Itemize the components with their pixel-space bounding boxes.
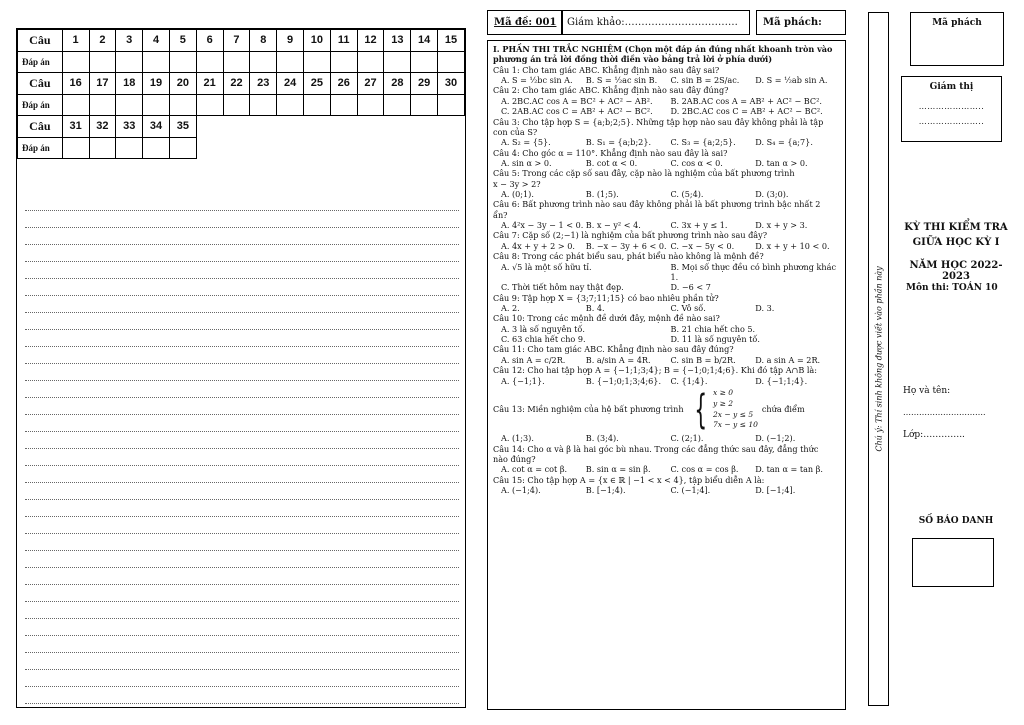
option-q12-2[interactable]: C. {1;4}. [670, 375, 708, 386]
answer-cell[interactable] [223, 94, 250, 116]
question-number-cell: 19 [143, 73, 170, 95]
answer-cell[interactable] [330, 94, 357, 116]
writing-line[interactable] [25, 534, 459, 551]
answer-cell[interactable] [62, 51, 89, 73]
question-number-cell: 20 [169, 73, 196, 95]
subject: Môn thi: TOÁN 10 [906, 283, 998, 293]
question-11: Câu 11: Cho tam giác ABC. Khẳng định nào sau đây đúng? [493, 344, 734, 355]
writing-line[interactable] [25, 381, 459, 398]
option-q1-2[interactable]: C. sin B = 2S/ac. [670, 75, 740, 86]
class-field[interactable]: Lớp:………….. [903, 430, 965, 440]
answer-cell[interactable] [357, 94, 384, 116]
name-field[interactable]: …………………………. [903, 408, 986, 417]
examiner-field[interactable]: Giám khảo:……………………………. [562, 10, 750, 35]
options-q10a [493, 324, 840, 334]
answer-cell[interactable] [304, 51, 331, 73]
question-15: Câu 15: Cho tập hợp A = {x ∈ ℝ | −1 < x < 4}, tập biểu diễn A là: [493, 474, 765, 485]
empty-cell [277, 137, 304, 159]
question-number-cell: 5 [169, 30, 196, 52]
answer-label: Đáp án [18, 51, 63, 73]
question-number-cell: 35 [169, 116, 196, 138]
writing-line[interactable] [25, 585, 459, 602]
option-q4-2[interactable]: C. cos α < 0. [670, 157, 723, 168]
question-number-cell: 3 [116, 30, 143, 52]
question-10: Câu 10: Trong các mệnh đề dưới đây, mệnh đề nào sai? [493, 313, 720, 324]
writing-line[interactable] [25, 568, 459, 585]
question-number-cell: 17 [89, 73, 116, 95]
system-row: 2x − y ≤ 5 [713, 409, 754, 419]
empty-cell [411, 116, 438, 138]
question-5: Câu 5: Trong các cặp số sau đây, cặp nào là nghiệm của bất phương trình [493, 168, 795, 179]
system-row: 7x − y ≤ 10 [713, 420, 758, 430]
option-q8-1[interactable]: B. Mọi số thực đều có bình phương khác 1. [670, 261, 836, 282]
writing-line[interactable] [25, 636, 459, 653]
option-q11-1[interactable]: B. a/sin A = 4R. [585, 354, 651, 365]
answer-cell[interactable] [89, 94, 116, 116]
option-q13-0[interactable]: A. (1;3). [501, 433, 534, 444]
proctor-dots-2[interactable]: ………………….. [918, 117, 985, 126]
option-q12-0[interactable]: A. {−1;1}. [501, 375, 545, 386]
options-q14 [493, 464, 840, 474]
candidate-number-box[interactable] [912, 538, 994, 587]
option-q6-2[interactable]: C. 3x + y ≤ 1. [670, 220, 728, 231]
question-14-cont: nào đúng? [493, 454, 536, 465]
question-number-cell: 12 [357, 30, 384, 52]
writing-line[interactable] [25, 670, 459, 687]
answer-cell[interactable] [411, 94, 438, 116]
empty-cell [304, 116, 331, 138]
answer-cell[interactable] [196, 51, 223, 73]
answer-cell[interactable] [169, 51, 196, 73]
option-q2-0[interactable]: A. 2BC.AC cos A = BC² + AC² − AB². [501, 95, 653, 106]
option-q1-3[interactable]: D. S = ½ab sin A. [755, 75, 828, 86]
answer-cell[interactable] [196, 94, 223, 116]
option-q11-3[interactable]: D. a sin A = 2R. [755, 354, 821, 365]
options-q4 [493, 158, 840, 168]
question-7: Câu 7: Cặp số (2;−1) là nghiệm của bất phương trình nào sau đây? [493, 230, 768, 241]
answer-table [17, 29, 465, 159]
row-label: Câu [18, 30, 63, 52]
options-q6 [493, 220, 840, 230]
row-label: Câu [18, 116, 63, 138]
question-number-cell: 7 [223, 30, 250, 52]
question-3-cont: con của S? [493, 126, 538, 137]
question-number-cell: 11 [330, 30, 357, 52]
options-q11 [493, 355, 840, 365]
proctor-dots-1[interactable]: ………………….. [918, 102, 985, 111]
writing-line[interactable] [25, 653, 459, 670]
option-q14-2[interactable]: C. cos α = cos β. [670, 464, 739, 475]
writing-line[interactable] [25, 602, 459, 619]
answer-cell[interactable] [62, 94, 89, 116]
option-q12-3[interactable]: D. {−1;1;4}. [755, 375, 808, 386]
option-q6-0[interactable]: A. 4²x − 3y − 1 < 0. [501, 220, 584, 231]
candidate-number-label: SỐ BÁO DANH [918, 516, 994, 526]
option-q11-0[interactable]: A. sin A = c/2R. [501, 354, 566, 365]
option-q7-1[interactable]: B. −x − 3y + 6 < 0. [585, 240, 667, 251]
answer-cell[interactable] [250, 94, 277, 116]
question-number-cell: 14 [411, 30, 438, 52]
option-q7-2[interactable]: C. −x − 5y < 0. [670, 240, 735, 251]
empty-cell [357, 116, 384, 138]
empty-cell [330, 137, 357, 159]
empty-cell [384, 137, 411, 159]
question-number-cell: 16 [62, 73, 89, 95]
question-13-tail: chứa điểm [761, 404, 805, 415]
answer-cell[interactable] [116, 94, 143, 116]
answer-cell[interactable] [384, 51, 411, 73]
empty-cell [196, 137, 223, 159]
system-row: x ≥ 0 [713, 387, 734, 397]
question-number-cell: 9 [277, 30, 304, 52]
question-13 [493, 388, 840, 432]
brace-icon: { [693, 386, 707, 433]
question-number-cell: 24 [277, 73, 304, 95]
answer-cell[interactable] [169, 94, 196, 116]
section-heading: I. PHẦN THI TRẮC NGHIỆM (Chọn một đáp án đúng nhất khoanh tròn vào phương án trả lời đồng thời điền vào bảng trả lời ở phía dưới) [493, 44, 833, 65]
option-q9-2[interactable]: C. Vô số. [670, 302, 706, 313]
question-number-cell: 23 [250, 73, 277, 95]
question-number-cell: 15 [438, 30, 465, 52]
question-number-cell: 30 [438, 73, 465, 95]
options-q8b [493, 282, 840, 292]
question-2: Câu 2: Cho tam giác ABC. Khẳng định nào sau đây đúng? [493, 85, 729, 96]
question-number-cell: 25 [304, 73, 331, 95]
secret-code-box [910, 12, 1004, 66]
question-number-cell: 8 [250, 30, 277, 52]
option-q8-3[interactable]: D. −6 < 7 [670, 282, 711, 293]
option-q10-2[interactable]: C. 63 chia hết cho 9. [501, 334, 586, 345]
option-q14-0[interactable]: A. cot α = cot β. [501, 464, 568, 475]
option-q8-0[interactable]: A. √5 là một số hữu tỉ. [501, 261, 592, 272]
writing-line[interactable] [25, 228, 459, 245]
empty-cell [277, 116, 304, 138]
option-q2-1[interactable]: B. 2AB.AC cos A = AB² + AC² − BC². [670, 95, 822, 106]
empty-cell [250, 137, 277, 159]
answer-cell[interactable] [357, 51, 384, 73]
empty-cell [438, 116, 465, 138]
answer-cell[interactable] [438, 51, 465, 73]
option-q2-3[interactable]: D. 2BC.AC cos C = AB² + AC² − BC². [670, 106, 823, 117]
question-9: Câu 9: Tập hợp X = {3;7;11;15} có bao nhiêu phần tử? [493, 292, 719, 303]
question-14: Câu 14: Cho α và β là hai góc bù nhau. Trong các đẳng thức sau đây, đẳng thức [493, 443, 819, 454]
empty-cell [223, 137, 250, 159]
empty-cell [357, 137, 384, 159]
option-q9-1[interactable]: B. 4. [585, 302, 605, 313]
options-q2b [493, 106, 840, 116]
writing-line[interactable] [25, 398, 459, 415]
answer-sheet-panel [16, 28, 466, 708]
writing-line[interactable] [25, 432, 459, 449]
question-number-cell: 26 [330, 73, 357, 95]
answer-cell[interactable] [89, 137, 116, 159]
question-number-cell: 34 [143, 116, 170, 138]
options-q13 [493, 433, 840, 443]
empty-cell [438, 137, 465, 159]
option-q5-3[interactable]: D. (3;0). [755, 189, 789, 200]
answer-cell[interactable] [411, 51, 438, 73]
question-4: Câu 4: Cho góc α = 110°. Khẳng định nào sau đây là sai? [493, 147, 728, 158]
option-q14-1[interactable]: B. sin α = sin β. [585, 464, 651, 475]
writing-line[interactable] [25, 330, 459, 347]
option-q8-2[interactable]: C. Thời tiết hôm nay thật đẹp. [501, 282, 624, 293]
empty-cell [411, 137, 438, 159]
question-number-cell: 22 [223, 73, 250, 95]
strip-note: Chú ý: Thí sinh không được viết vào phần này [874, 266, 883, 452]
question-paper [487, 40, 846, 710]
question-12: Câu 12: Cho hai tập hợp A = {−1;1;3;4}; B = {−1;0;1;4;6}. Khi đó tập A∩B là: [493, 365, 817, 376]
option-q5-2[interactable]: C. (5;4). [670, 189, 704, 200]
writing-line[interactable] [25, 194, 459, 211]
writing-line[interactable] [25, 517, 459, 534]
option-q4-3[interactable]: D. tan α > 0. [755, 157, 808, 168]
writing-line[interactable] [25, 551, 459, 568]
answer-cell[interactable] [62, 137, 89, 159]
option-q1-1[interactable]: B. S = ½ac sin B. [585, 75, 658, 86]
writing-line[interactable] [25, 296, 459, 313]
answer-cell[interactable] [116, 51, 143, 73]
option-q7-0[interactable]: A. 4x + y + 2 > 0. [501, 240, 575, 251]
answer-cell[interactable] [116, 137, 143, 159]
empty-cell [384, 116, 411, 138]
school-year: NĂM HỌC 2022-2023 [909, 260, 1003, 282]
answer-cell[interactable] [438, 94, 465, 116]
question-number-cell: 10 [304, 30, 331, 52]
answer-cell[interactable] [143, 51, 170, 73]
option-q3-1[interactable]: B. S₁ = {a;b;2}. [585, 137, 652, 148]
question-number-cell: 28 [384, 73, 411, 95]
options-q7 [493, 241, 840, 251]
question-number-cell: 13 [384, 30, 411, 52]
answer-label: Đáp án [18, 137, 63, 159]
row-label: Câu [18, 73, 63, 95]
option-q4-0[interactable]: A. sin α > 0. [501, 157, 552, 168]
answer-cell[interactable] [384, 94, 411, 116]
option-q3-2[interactable]: C. S₃ = {a;2;5}. [670, 137, 736, 148]
empty-cell [304, 137, 331, 159]
writing-line[interactable] [25, 279, 459, 296]
option-q13-2[interactable]: C. (2;1). [670, 433, 704, 444]
option-q11-2[interactable]: C. sin B = b/2R. [670, 354, 736, 365]
secret-code-field[interactable]: Mã phách: [756, 10, 846, 35]
writing-line[interactable] [25, 619, 459, 636]
answer-cell[interactable] [277, 94, 304, 116]
options-q2a [493, 96, 840, 106]
option-q7-3[interactable]: D. x + y + 10 < 0. [755, 240, 830, 251]
writing-line[interactable] [25, 245, 459, 262]
writing-lines [25, 194, 459, 704]
question-1: Câu 1: Cho tam giác ABC. Khẳng định nào sau đây sai? [493, 64, 720, 75]
name-label: Họ và tên: [903, 386, 951, 396]
options-q1 [493, 75, 840, 85]
option-q5-1[interactable]: B. (1;5). [585, 189, 619, 200]
writing-line[interactable] [25, 449, 459, 466]
option-q13-1[interactable]: B. (3;4). [585, 433, 619, 444]
option-q1-0[interactable]: A. S = ½bc sin A. [501, 75, 573, 86]
exam-code: Mã đề: 001 [487, 10, 562, 35]
answer-cell[interactable] [143, 94, 170, 116]
answer-cell[interactable] [304, 94, 331, 116]
empty-cell [250, 116, 277, 138]
option-q15-2[interactable]: C. (−1;4]. [670, 485, 711, 496]
writing-line[interactable] [25, 211, 459, 228]
empty-cell [223, 116, 250, 138]
option-q5-0[interactable]: A. (0;1). [501, 189, 534, 200]
proctor-label: Giám thị [929, 82, 974, 92]
option-q2-2[interactable]: C. 2AB.AC cos C = AB² + AC² − BC². [501, 106, 653, 117]
writing-line[interactable] [25, 483, 459, 500]
answer-label: Đáp án [18, 94, 63, 116]
writing-line[interactable] [25, 262, 459, 279]
writing-line[interactable] [25, 364, 459, 381]
option-q15-3[interactable]: D. [−1;4]. [755, 485, 796, 496]
question-8: Câu 8: Trong các phát biểu sau, phát biểu nào không là mệnh đề? [493, 251, 764, 262]
option-q14-3[interactable]: D. tan α = tan β. [755, 464, 823, 475]
question-6: Câu 6: Bất phương trình nào sau đây không phải là bất phương trình bậc nhất 2 [493, 199, 821, 210]
option-q15-0[interactable]: A. (−1;4). [501, 485, 541, 496]
empty-cell [196, 116, 223, 138]
question-6-cont: ẩn? [493, 209, 508, 220]
question-number-cell: 21 [196, 73, 223, 95]
option-q9-0[interactable]: A. 2. [501, 302, 520, 313]
secret-code-label: Mã phách [932, 18, 982, 28]
exam-title-1: KỲ THI KIỂM TRA [904, 222, 1008, 233]
options-q9 [493, 303, 840, 313]
answer-cell[interactable] [169, 137, 196, 159]
option-q12-1[interactable]: B. {−1;0;1;3;4;6}. [585, 375, 662, 386]
proctor-box [901, 76, 1002, 142]
inequality-system [688, 388, 758, 432]
option-q15-1[interactable]: B. [−1;4). [585, 485, 626, 496]
question-3: Câu 3: Cho tập hợp S = {a;b;2;5}. Những tập hợp nào sau đây không phải là tập [493, 116, 824, 127]
option-q6-3[interactable]: D. x + y > 3. [755, 220, 808, 231]
answer-cell[interactable] [89, 51, 116, 73]
cut-strip [868, 12, 889, 706]
exam-title-2: GIỮA HỌC KỲ I [912, 237, 1000, 248]
options-q8a [493, 262, 840, 283]
option-q6-1[interactable]: B. x − y² < 4. [585, 220, 641, 231]
empty-cell [330, 116, 357, 138]
option-q10-0[interactable]: A. 3 là số nguyên tố. [501, 323, 585, 334]
answer-cell[interactable] [223, 51, 250, 73]
option-q9-3[interactable]: D. 3. [755, 302, 775, 313]
question-number-cell: 33 [116, 116, 143, 138]
answer-cell[interactable] [143, 137, 170, 159]
question-number-cell: 4 [143, 30, 170, 52]
answer-cell[interactable] [250, 51, 277, 73]
question-number-cell: 1 [62, 30, 89, 52]
options-q15 [493, 485, 840, 495]
option-q13-3[interactable]: D. (−1;2). [755, 433, 796, 444]
options-q12 [493, 376, 840, 386]
option-q3-3[interactable]: D. S₄ = {a;7}. [755, 137, 813, 148]
writing-line[interactable] [25, 415, 459, 432]
option-q4-1[interactable]: B. cot α < 0. [585, 157, 638, 168]
question-5-cont: x − 3y > 2? [493, 178, 541, 189]
question-number-cell: 18 [116, 73, 143, 95]
option-q10-1[interactable]: B. 21 chia hết cho 5. [670, 323, 756, 334]
writing-line[interactable] [25, 687, 459, 704]
options-q10b [493, 334, 840, 344]
writing-line[interactable] [25, 347, 459, 364]
writing-line[interactable] [25, 313, 459, 330]
question-number-cell: 6 [196, 30, 223, 52]
options-q5 [493, 189, 840, 199]
question-number-cell: 29 [411, 73, 438, 95]
writing-line[interactable] [25, 500, 459, 517]
writing-line[interactable] [25, 466, 459, 483]
question-number-cell: 27 [357, 73, 384, 95]
options-q3 [493, 137, 840, 147]
answer-cell[interactable] [330, 51, 357, 73]
question-number-cell: 32 [89, 116, 116, 138]
system-row: y ≥ 2 [713, 398, 734, 408]
question-number-cell: 31 [62, 116, 89, 138]
answer-cell[interactable] [277, 51, 304, 73]
question-number-cell: 2 [89, 30, 116, 52]
question-13-text: Câu 13: Miền nghiệm của hệ bất phương trình [493, 404, 684, 415]
option-q10-3[interactable]: D. 11 là số nguyên tố. [670, 334, 760, 345]
option-q3-0[interactable]: A. S₂ = {5}. [501, 137, 551, 148]
